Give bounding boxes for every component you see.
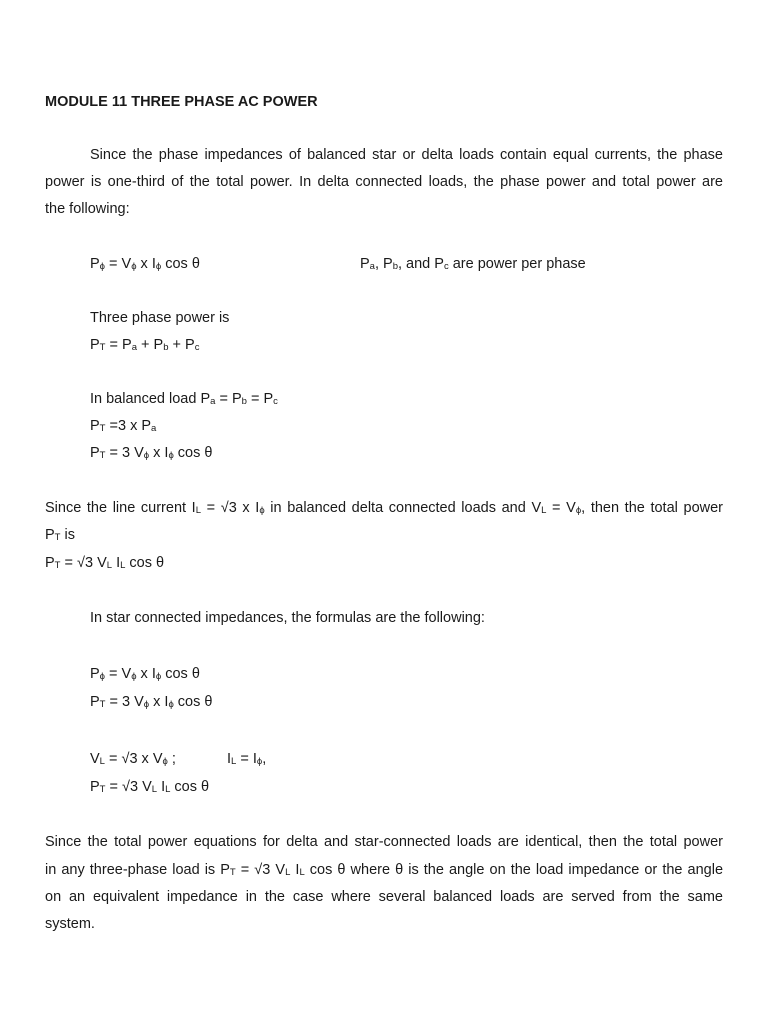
- para3-line1: Since the total power equations for delta and star-connected loads are identical, then the total power: [45, 834, 723, 850]
- star-label: In star connected impedances, the formulas are the following:: [90, 610, 485, 626]
- para2-line1: Since the line current $I_L = √3$ x $I_\phi$ in balanced delta connected loads and $V_L = V_\phi$, then the total power: [45, 500, 723, 516]
- para2-line2: $P_T$ is: [45, 527, 75, 543]
- three-phase-label: Three phase power is: [90, 310, 230, 326]
- star-current-relation: $I_L = I_\phi$,: [227, 751, 267, 767]
- equation-star-total-line: $P_T = √3$ $V_L$ $I_L$ cos θ: [90, 779, 210, 795]
- para1-line2: power is one-third of the total power. In delta connected loads, the phase power and total power are: [45, 174, 723, 190]
- equation-total-sum: $P_T = P_a + P_b + P_c$: [90, 337, 200, 353]
- module-title: MODULE 11 THREE PHASE AC POWER: [45, 94, 318, 110]
- equation-3v-i: $P_T = 3$ $V_\phi$ x $I_\phi$ cos θ: [90, 445, 213, 461]
- para1-line3: the following:: [45, 201, 130, 217]
- para1-line1: Since the phase impedances of balanced star or delta loads contain equal currents, the phase: [90, 147, 723, 163]
- equation-star-phase: $P_\phi = V_\phi$ x $I_\phi$ cos θ: [90, 666, 200, 682]
- equation-3pa: $P_T =3$ x $P_a$: [90, 418, 157, 434]
- equation-star-total: $P_T = 3$ $V_\phi$ x $I_\phi$ cos θ: [90, 694, 213, 710]
- equation-star-line-values: $V_L = √3$ x $V_\phi$ ; $I_L = I_\phi$,: [90, 751, 267, 767]
- para3-line3: on an equivalent impedance in the case where several balanced loads are served from the same: [45, 889, 723, 905]
- para3-line2: in any three-phase load is $P_T = √3$ $V_L$ $I_L$ cos θ where θ is the angle on the load impedance or the angle: [45, 862, 724, 878]
- document-page: [45, 0, 723, 1024]
- equation-delta-total: $P_T = √3$ $V_L$ $I_L$ cos θ: [45, 555, 165, 571]
- equation-phase-power: $P_\phi = V_\phi$ x $I_\phi$ cos θ $P_a$, $P_b$, and $P_c$ are power per phase: [90, 256, 586, 272]
- balanced-load-line: In balanced load $P_a = P_b = P_c$: [90, 391, 278, 407]
- power-per-phase-note: $P_a$, $P_b$, and $P_c$ are power per phase: [360, 256, 586, 272]
- para3-line4: system.: [45, 916, 95, 932]
